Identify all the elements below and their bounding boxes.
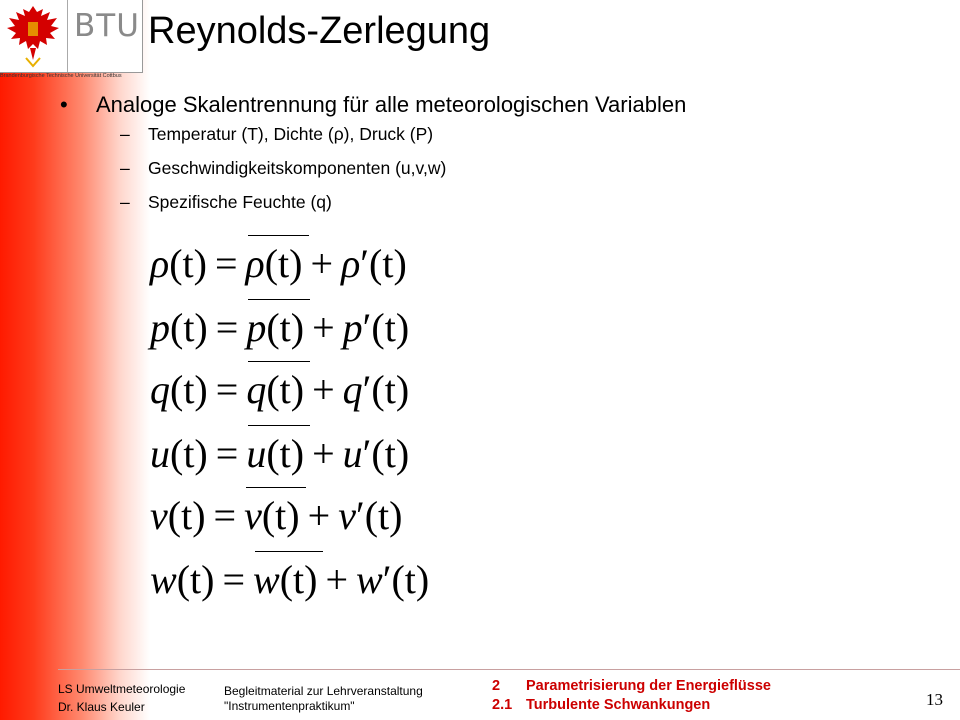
footer-org-line2: Dr. Klaus Keuler	[58, 700, 145, 714]
footer-section-row	[492, 696, 771, 715]
footer-course	[224, 684, 423, 714]
sub-bullet	[120, 158, 686, 192]
subsection-number: 2.1	[492, 697, 513, 713]
sub-bullet-marker: –	[120, 124, 130, 144]
university-name: Brandenburgische Technische Universität Cottbus	[0, 73, 122, 79]
sub-bullet-text: Geschwindigkeitskomponenten (u,v,w)	[148, 158, 447, 178]
equation-q: q (t) = q(t) + q ′ (t)	[150, 367, 410, 412]
main-bullet	[60, 92, 686, 124]
logo-divider	[67, 0, 68, 72]
footer-course-line2: "Instrumentenpraktikum"	[224, 699, 355, 713]
section-title: Parametrisierung der Energieflüsse	[526, 678, 771, 694]
sub-bullet-text: Spezifische Feuchte (q)	[148, 192, 332, 212]
logo-text: BTU	[74, 8, 140, 44]
bullet-marker: •	[60, 92, 68, 117]
footer-section	[492, 677, 771, 715]
subsection-title: Turbulente Schwankungen	[526, 697, 711, 713]
page-number: 13	[926, 690, 943, 709]
slide-title: Reynolds-Zerlegung	[148, 10, 491, 52]
bullet-list	[60, 92, 686, 226]
main-bullet-text: Analoge Skalentrennung für alle meteorologischen Variablen	[96, 92, 687, 117]
equation-u: u (t) = u(t) + u ′ (t)	[150, 431, 410, 476]
sub-bullet-text: Temperatur (T), Dichte (ρ), Druck (P)	[148, 124, 434, 144]
footer-divider	[58, 669, 960, 670]
footer-section-row	[492, 677, 771, 696]
equation-p: p (t) = p(t) + p ′ (t)	[150, 305, 410, 350]
footer-organization	[58, 680, 185, 716]
sub-bullet-marker: –	[120, 158, 130, 178]
footer-course-line1: Begleitmaterial zur Lehrveranstaltung	[224, 684, 423, 698]
eagle-icon	[4, 2, 62, 68]
sub-bullet	[120, 192, 686, 226]
section-number: 2	[492, 678, 501, 694]
footer-org-line1: LS Umweltmeteorologie	[58, 682, 186, 696]
equation-v: v (t) = v(t) + v ′ (t)	[150, 493, 403, 538]
sub-bullet	[120, 124, 686, 158]
equation-rho: ρ (t) = ρ(t) + ρ ′ (t)	[150, 241, 407, 286]
equation-w: w (t) = w(t) + w ′ (t)	[150, 557, 430, 602]
sub-bullet-marker: –	[120, 192, 130, 212]
university-logo	[0, 0, 143, 73]
